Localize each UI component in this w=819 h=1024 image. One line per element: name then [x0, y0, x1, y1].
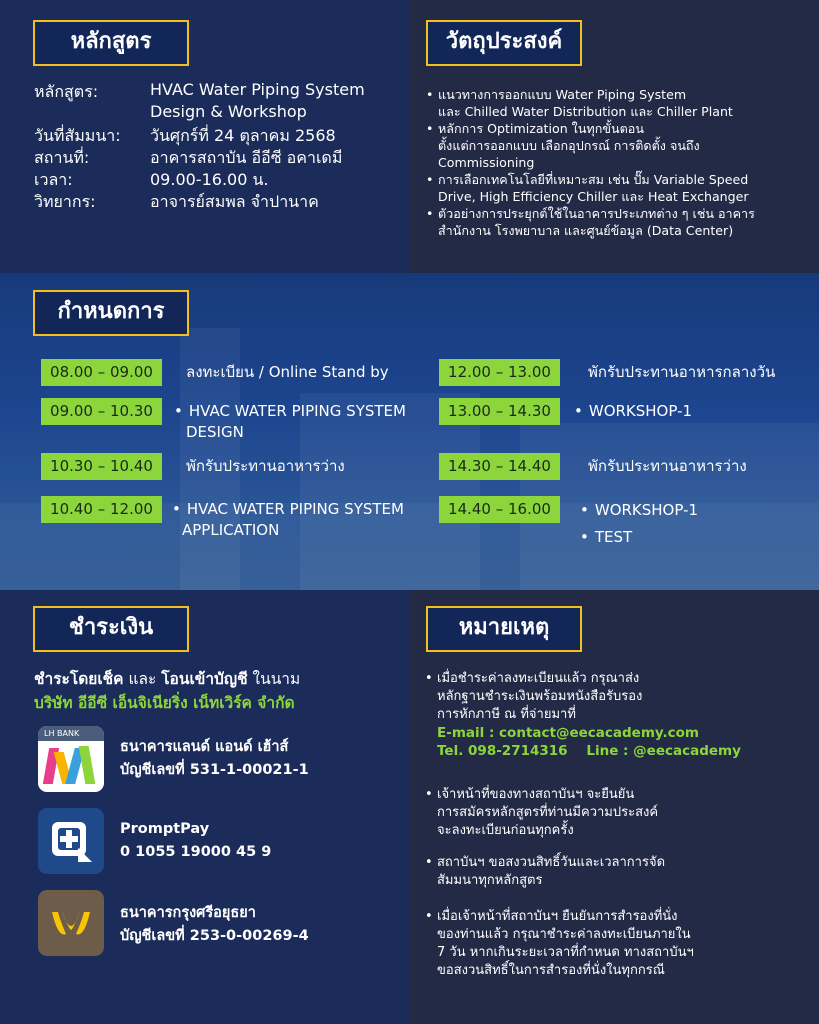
session-description: • HVAC WATER PIPING SYSTEM DESIGN: [174, 401, 406, 443]
bank-account: บัญชีเลขที่ 531-1-00021-1: [120, 762, 309, 778]
course-value: อาคารสถาบัน อีอีซี อคาเดมี: [150, 148, 343, 167]
course-label: วิทยากร:: [34, 192, 96, 211]
course-label: วันที่สัมมนา:: [34, 126, 121, 145]
course-value: 09.00-16.00 น.: [150, 170, 269, 189]
payment-method-text: ชำระโดยเช็ค และ โอนเข้าบัญชี ในนาม: [34, 670, 301, 688]
session-description: ลงทะเบียน / Online Stand by: [186, 363, 389, 381]
course-value: วันศุกร์ที่ 24 ตุลาคม 2568: [150, 126, 336, 145]
course-row: [34, 146, 404, 168]
objective-item: • การเลือกเทคโนโลยีที่เหมาะสม เช่น ปั๊ม Variable Speed Drive, High Efficiency Chiller และ Heat Exchanger: [426, 171, 806, 205]
course-panel: [0, 0, 410, 273]
lh-bank-logo: [38, 726, 104, 792]
promptpay-icon: [38, 808, 104, 874]
course-row: [34, 102, 404, 124]
course-row: [34, 168, 404, 190]
bank-name: ธนาคารกรุงศรีอยุธยา: [120, 905, 256, 921]
schedule-panel: [0, 273, 819, 590]
session-description: • HVAC WATER PIPING SYSTEM APPLICATION: [172, 499, 404, 541]
contact-email: E-mail : contact@eecacademy.com: [437, 725, 699, 741]
course-header: หลักสูตร: [33, 20, 189, 66]
session-description: พักรับประทานอาหารว่าง: [588, 457, 747, 475]
krungsri-logo: [38, 890, 104, 956]
session-description: พักรับประทานอาหารว่าง: [186, 457, 345, 475]
course-row: [34, 190, 404, 212]
promptpay-logo: [38, 808, 104, 874]
session-description: • WORKSHOP-1: [574, 401, 692, 422]
notes-panel: [410, 590, 819, 1024]
time-slot: 14.40 – 16.00: [439, 496, 560, 523]
note-item: • เมื่อชำระค่าลงทะเบียนแล้ว กรุณาส่ง หลักฐานชำระเงินพร้อมหนังสือรับรอง การหักภาษี ณ ที่จ่ายมาที่ E-mail : contact@eecacademy.com Tel. 098-2714316 Line : @eecacademy: [425, 670, 805, 760]
course-label: สถานที่:: [34, 148, 90, 167]
time-slot: 13.00 – 14.30: [439, 398, 560, 425]
note-item: • สถาบันฯ ขอสงวนสิทธิ์วันและเวลาการจัด สัมมนาทุกหลักสูตร: [425, 855, 666, 888]
company-name: บริษัท อีอีซี เอ็นจิเนียริ่ง เน็ทเวิร์ค จำกัด: [34, 694, 295, 712]
time-slot: 12.00 – 13.00: [439, 359, 560, 386]
objective-item: • ตัวอย่างการประยุกต์ใช้ในอาคารประเภทต่าง ๆ เช่น อาคาร สำนักงาน โรงพยาบาล และศูนย์ข้อมูล (Data Center): [426, 205, 806, 239]
lh-bank-logo-text: LH BANK: [38, 726, 104, 741]
course-value: อาจารย์สมพล จำปานาค: [150, 192, 319, 211]
contact-phone-line: Tel. 098-2714316 Line : @eecacademy: [437, 743, 741, 759]
time-slot: 10.40 – 12.00: [41, 496, 162, 523]
objectives-panel: [410, 0, 819, 273]
bank-name: PromptPay: [120, 821, 210, 837]
course-value: HVAC Water Piping System: [150, 80, 365, 99]
time-slot: 14.30 – 14.40: [439, 453, 560, 480]
bank-info: [120, 902, 309, 948]
course-row: [34, 80, 404, 102]
bank-account: บัญชีเลขที่ 253-0-00269-4: [120, 928, 309, 944]
note-item: • เจ้าหน้าที่ของทางสถาบันฯ จะยืนยัน การสมัครหลักสูตรที่ท่านมีความประสงค์ จะลงทะเบียนก่อนทุกครั้ง: [425, 787, 659, 838]
session-description: พักรับประทานอาหารกลางวัน: [588, 363, 776, 381]
course-label: หลักสูตร:: [34, 82, 99, 101]
course-row: [34, 124, 404, 146]
krungsri-icon: [38, 890, 104, 956]
notes-header: หมายเหตุ: [426, 606, 582, 652]
payment-header: ชำระเงิน: [33, 606, 189, 652]
objectives-list: [426, 86, 806, 239]
objective-item: • หลักการ Optimization ในทุกขั้นตอน ตั้งแต่การออกแบบ เลือกอุปกรณ์ การติดตั้ง จนถึง Commissioning: [426, 120, 806, 171]
objective-item: • แนวทางการออกแบบ Water Piping System และ Chilled Water Distribution และ Chiller Plant: [426, 86, 806, 120]
course-label: เวลา:: [34, 170, 73, 189]
schedule-header: กำหนดการ: [33, 290, 189, 336]
session-description: • WORKSHOP-1 • TEST: [580, 497, 698, 551]
bank-name: ธนาคารแลนด์ แอนด์ เฮ้าส์: [120, 739, 289, 755]
objectives-header: วัตถุประสงค์: [426, 20, 582, 66]
time-slot: 09.00 – 10.30: [41, 398, 162, 425]
bank-info: [120, 736, 309, 782]
course-value: Design & Workshop: [150, 102, 307, 121]
time-slot: 08.00 – 09.00: [41, 359, 162, 386]
bank-account: 0 1055 19000 45 9: [120, 844, 272, 860]
bank-info: [120, 818, 271, 864]
payment-panel: [0, 590, 410, 1024]
time-slot: 10.30 – 10.40: [41, 453, 162, 480]
note-item: • เมื่อเจ้าหน้าที่สถาบันฯ ยืนยันการสำรองที่นั่ง ของท่านแล้ว กรุณาชำระค่าลงทะเบียนภายใน 7 วัน หากเกินระยะเวลาที่กำหนด ทางสถาบันฯ ขอสงวนสิทธิ์ในการสำรองที่นั่งในทุกกรณี: [425, 909, 694, 978]
